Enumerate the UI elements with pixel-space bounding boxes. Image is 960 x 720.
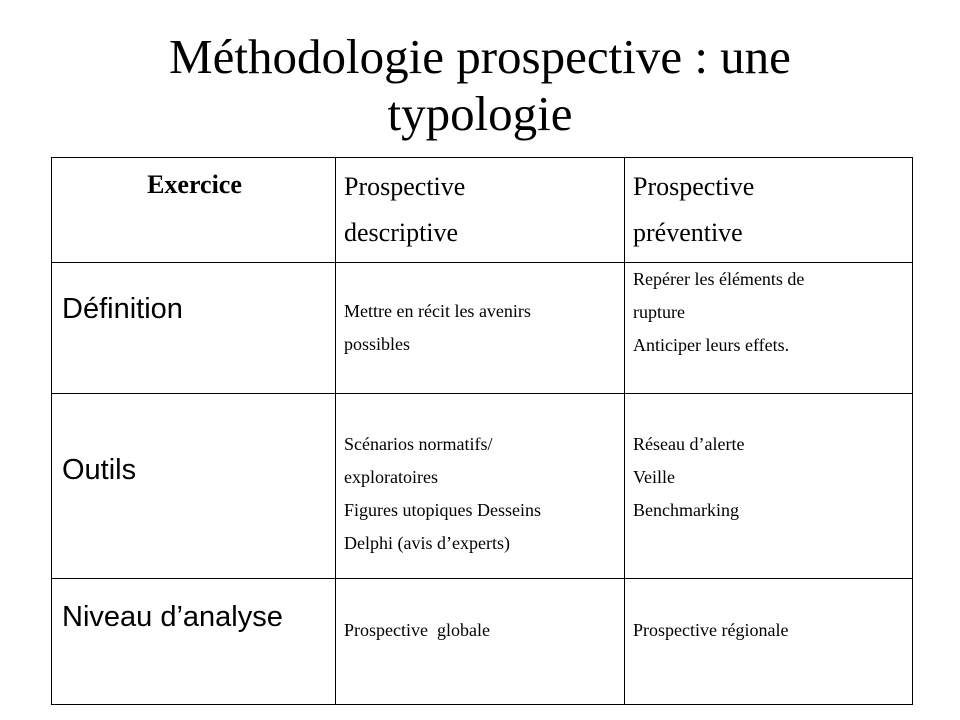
definition-preventive-text [633,263,906,362]
row-label-definition: Définition [62,293,183,325]
outils-descriptive-line-4: Delphi (avis d’experts) [344,533,510,553]
definition-preventive-line-2: rupture [633,302,685,322]
table-row-label-niveau [51,578,336,705]
definition-descriptive-line-2: possibles [344,334,411,354]
row-label-niveau: Niveau d’analyse [62,601,283,633]
table-row-label-definition [51,262,336,394]
table-cell-niveau-descriptive [335,578,625,705]
typology-table [51,157,913,705]
outils-preventive-line-3: Benchmarking [633,500,739,520]
outils-descriptive-line-3: Figures utopiques Desseins [344,500,541,520]
outils-preventive-line-2: Veille [633,467,675,487]
header-descriptive-line-1: Prospective [344,172,466,201]
outils-descriptive-line-2: exploratoires [344,467,438,487]
definition-descriptive-line-1: Mettre en récit les avenirs [344,301,531,321]
header-preventive-label [633,164,906,256]
row-label-outils: Outils [62,454,137,486]
header-preventive-line-2: préventive [633,218,743,247]
definition-descriptive-text [344,295,618,361]
table-row-label-outils [51,393,336,579]
outils-preventive-text [633,428,906,527]
table-cell-niveau-preventive [624,578,913,705]
header-exercice-label: Exercice [147,170,242,199]
header-preventive-line-1: Prospective [633,172,755,201]
niveau-preventive-text: Prospective régionale [633,620,789,640]
slide-title-line-2: typologie [387,86,573,141]
table-cell-outils-preventive [624,393,913,579]
header-cell-exercice [51,157,336,263]
header-descriptive-label [344,164,618,256]
definition-preventive-line-3: Anticiper leurs effets. [633,335,790,355]
header-cell-descriptive [335,157,625,263]
outils-descriptive-line-1: Scénarios normatifs/ [344,434,493,454]
table-cell-outils-descriptive [335,393,625,579]
definition-preventive-line-1: Repérer les éléments de [633,269,805,289]
outils-preventive-line-1: Réseau d’alerte [633,434,745,454]
table-cell-definition-descriptive [335,262,625,394]
niveau-descriptive-text: Prospective globale [344,620,490,640]
header-cell-preventive [624,157,913,263]
table-cell-definition-preventive [624,262,913,394]
slide-title-line-1: Méthodologie prospective : une [169,29,791,84]
slide-title [0,28,960,142]
outils-descriptive-text [344,428,618,560]
header-descriptive-line-2: descriptive [344,218,459,247]
